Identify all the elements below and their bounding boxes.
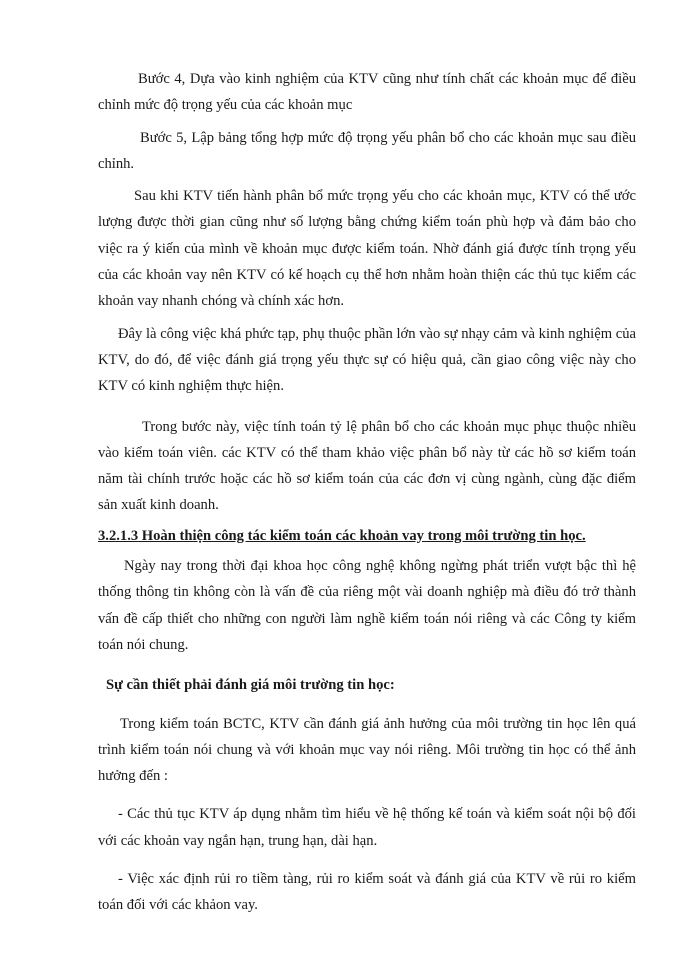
section-heading (98, 523, 636, 549)
list-item-procedures: - Các thủ tục KTV áp dụng nhằm tìm hiểu về hệ thống kế toán và kiểm soát nội bộ đối với các khoản vay ngắn hạn, trung hạn, dài hạn. (98, 806, 636, 849)
document-page (98, 66, 636, 919)
subheading-it-necessity: Sự cần thiết phải đánh giá môi trường tin học: (106, 677, 395, 694)
paragraph-step-5: Bước 5, Lập bảng tổng hợp mức độ trọng yếu phân bổ cho các khoản mục sau điều chỉnh. (98, 129, 636, 172)
paragraph-it-era: Ngày nay trong thời đại khoa học công nghệ không ngừng phát triển vượt bậc thì hệ thống thông tin không còn là vấn đề của riêng một vài doanh nghiệp mà điều đó trở thành vấn đề cấp thiết cho những con người làm nghề kiểm toán nói riêng và các Công ty kiểm toán nói chung. (98, 558, 636, 653)
list-item-risk: - Việc xác định rủi ro tiềm tàng, rủi ro kiểm soát và đánh giá của KTV về rủi ro kiểm toán đối với các khảon vay. (98, 871, 636, 914)
section-number: 3.2.1.3 (98, 527, 139, 544)
section-title: Hoàn thiện công tác kiểm toán các khoản vay trong môi trường tin học. (138, 527, 586, 544)
paragraph-allocation: Sau khi KTV tiến hành phân bổ mức trọng yếu cho các khoản mục, KTV có thể ước lượng được thời gian cũng như số lượng bằng chứng kiểm toán phù hợp và đảm bảo cho việc ra ý kiến của mình về khoản mục được kiểm toán. Nhờ đánh giá được tính trọng yếu của các khoản vay nên KTV có kế hoạch cụ thể hơn nhằm hoàn thiện các thủ tục kiểm các khoản vay nhanh chóng và chính xác hơn. (98, 188, 636, 310)
paragraph-bctc: Trong kiểm toán BCTC, KTV cần đánh giá ảnh hưởng của môi trường tin học lên quá trình kiểm toán nói chung và với khoản mục vay nói riêng. Môi trường tin học có thể ảnh hưởng đến : (98, 715, 636, 785)
paragraph-complexity: Đây là công việc khá phức tạp, phụ thuộc phần lớn vào sự nhạy cảm và kinh nghiệm của KTV, do đó, để việc đánh giá trọng yếu thực sự có hiệu quả, cần giao công việc này cho KTV có kinh nghiệm thực hiện. (98, 325, 636, 395)
paragraph-allocation-ratio: Trong bước này, việc tính toán tỷ lệ phân bổ cho các khoản mục phục thuộc nhiều vào kiểm toán viên. các KTV có thể tham khảo việc phân bổ này từ các hồ sơ kiểm toán năm tài chính trước hoặc các hồ sơ kiểm toán của các đơn vị cùng ngành, cùng đặc điểm sản xuất kinh doanh. (98, 418, 636, 514)
paragraph-step-4: Bước 4, Dựa vào kinh nghiệm của KTV cũng như tính chất các khoản mục để điều chỉnh mức độ trọng yếu của các khoản mục (98, 71, 636, 114)
